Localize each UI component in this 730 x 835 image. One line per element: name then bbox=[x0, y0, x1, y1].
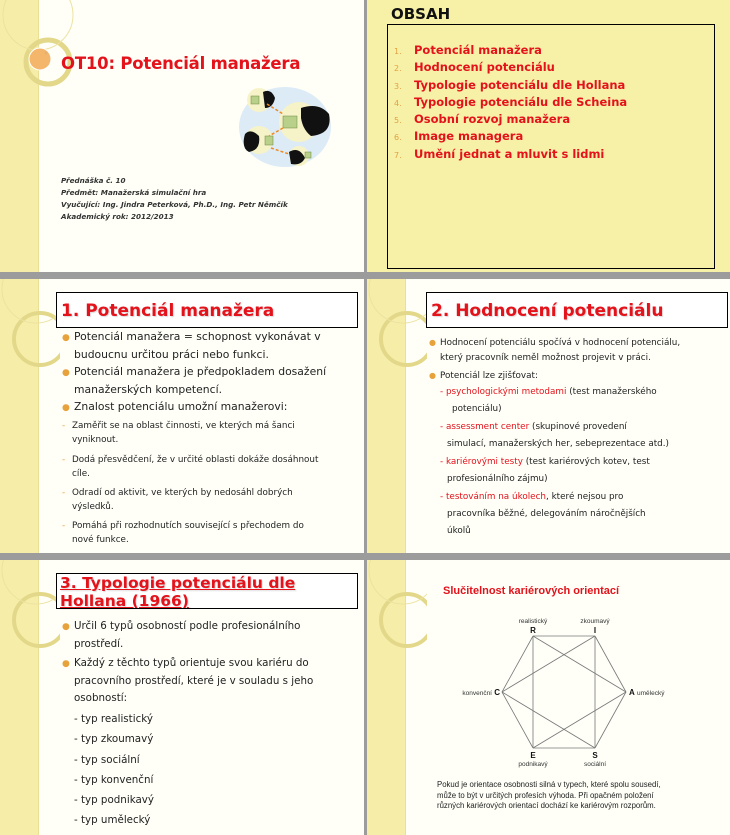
type-item: - typ podnikavý bbox=[74, 794, 154, 807]
bullet-item: ● Potenciál manažera je předpokladem dosažení manažerských kompetencí. bbox=[62, 365, 327, 396]
sub-item: - Odradí od aktivit, ve kterých by nedosáhl dobrých výsledků. bbox=[62, 488, 293, 512]
bullet-item: ● Každý z těchto typů orientuje svou kariéru do pracovního prostředí, které je v souladu s jeho osobností: bbox=[62, 657, 314, 704]
type-item: - typ umělecký bbox=[74, 814, 151, 827]
sub-item: - Dodá přesvědčení, že v určité oblasti dokáže dosáhnout cíle. bbox=[62, 455, 319, 479]
node-label-R: realistický bbox=[518, 618, 548, 625]
method-item: - assessment center (skupinové provedení simulací, manažerských her, sebeprezentace atd.) bbox=[440, 422, 669, 450]
bullet-item: ● Určil 6 typů osobností podle profesionálního prostředí. bbox=[62, 620, 301, 650]
slide-career-compatibility[interactable] bbox=[367, 560, 730, 835]
lecture-meta bbox=[61, 175, 288, 223]
bullet-dot-icon: ● bbox=[62, 622, 70, 632]
slide-title: 1. Potenciál manažera bbox=[56, 292, 358, 328]
decorative-circles-icon bbox=[0, 279, 60, 399]
lecture-number: Přednáška č. 10 bbox=[61, 176, 126, 185]
dash-icon: - bbox=[62, 521, 66, 531]
type-item: - typ sociální bbox=[74, 753, 140, 766]
bullet-dot-icon: ● bbox=[62, 333, 70, 343]
item-number: 7. bbox=[394, 150, 402, 160]
academic-year: Akademický rok: 2012/2013 bbox=[61, 212, 174, 221]
bullet-item: ● Znalost potenciálu umožní manažerovi: bbox=[62, 399, 287, 417]
item-number: 5. bbox=[394, 116, 402, 126]
bullet-dot-icon: ● bbox=[62, 368, 70, 378]
method-item: - psychologickými metodami (test manažerského potenciálu) bbox=[440, 387, 657, 415]
decorative-circles-icon bbox=[367, 560, 427, 680]
item-label: Typologie potenciálu dle Hollana bbox=[414, 77, 626, 92]
item-label: Hodnocení potenciálu bbox=[414, 60, 555, 75]
slide-title: 2. Hodnocení potenciálu bbox=[426, 292, 728, 328]
node-label-I: zkoumavý bbox=[580, 618, 610, 625]
dash-icon: - bbox=[62, 455, 66, 465]
edge-C-S bbox=[502, 692, 595, 748]
hexagon-diagram bbox=[447, 608, 677, 768]
method-item: - testováním na úkolech, které nejsou pro pracovníka běžné, delegováním náročnějších úkolů bbox=[440, 492, 646, 537]
contents-item[interactable] bbox=[394, 60, 627, 77]
slide-contents[interactable] bbox=[367, 0, 730, 272]
item-number: 4. bbox=[394, 98, 402, 108]
slide-holland-typology[interactable] bbox=[0, 560, 364, 835]
node-letter-I: I bbox=[593, 626, 597, 635]
bullet-dot-icon: ● bbox=[62, 403, 70, 413]
slide-manager-potential[interactable] bbox=[0, 279, 364, 553]
contents-item[interactable] bbox=[394, 112, 627, 129]
edge-E-A bbox=[533, 692, 626, 748]
contents-heading: OBSAH bbox=[391, 5, 451, 23]
contents-item[interactable] bbox=[394, 43, 627, 60]
decorative-strip bbox=[367, 279, 406, 553]
edge-E-C bbox=[502, 692, 533, 748]
lecturers: Vyučující: Ing. Jindra Peterková, Ph.D., Ing. Petr Němčík bbox=[61, 200, 288, 209]
node-label-S: sociální bbox=[583, 761, 607, 768]
node-letter-R: R bbox=[530, 626, 536, 635]
edge-C-R bbox=[502, 636, 533, 692]
edge-R-A bbox=[533, 636, 626, 692]
diagram-title: Slučitelnost kariérových orientací bbox=[443, 585, 620, 597]
course-name: Předmět: Manažerská simulační hra bbox=[61, 188, 207, 197]
node-label-A: umělecký bbox=[637, 690, 665, 697]
decorative-circles-icon bbox=[0, 0, 140, 272]
contents-list bbox=[394, 43, 627, 164]
diagram-caption: Pokud je orientace osobnosti silná v typech, které spolu sousedí, může to být v určitých profesích výhoda. Při opačném položení různých kariérových orientací dochází ke kariérovým rozporům. bbox=[437, 780, 661, 810]
item-label: Potenciál manažera bbox=[414, 43, 542, 57]
node-label-C: konvenční bbox=[462, 690, 492, 697]
decorative-strip bbox=[0, 279, 39, 553]
decorative-strip bbox=[0, 560, 39, 835]
edge-I-C bbox=[502, 636, 595, 692]
bullet-dot-icon: ● bbox=[429, 371, 436, 380]
contents-item[interactable] bbox=[394, 147, 627, 164]
bullet-dot-icon: ● bbox=[429, 338, 436, 347]
dash-icon: - bbox=[62, 488, 66, 498]
item-label: Umění jednat a mluvit s lidmi bbox=[414, 146, 605, 161]
people-laptops-clipart-icon bbox=[237, 82, 333, 172]
contents-item[interactable] bbox=[394, 129, 627, 146]
contents-box bbox=[387, 24, 715, 269]
node-letter-S: S bbox=[592, 751, 598, 760]
contents-item[interactable] bbox=[394, 95, 627, 112]
edge-I-A bbox=[595, 636, 626, 692]
type-item: - typ realistický bbox=[74, 713, 153, 725]
item-number: 3. bbox=[394, 81, 402, 91]
sub-item: - Pomáhá při rozhodnutích související s přechodem do nové funkce. bbox=[62, 521, 304, 545]
item-label: Osobní rozvoj manažera bbox=[414, 112, 571, 127]
bullet-item: ● Hodnocení potenciálu spočívá v hodnocení potenciálu, který pracovník neměl možnost projevit v práci. bbox=[429, 335, 680, 366]
slide-potential-evaluation[interactable] bbox=[367, 279, 730, 553]
bullet-item: ● Potenciál manažera = schopnost vykonávat v budoucnu určitou práci nebo funkci. bbox=[62, 330, 321, 361]
method-item: - kariérovými testy (test kariérových kotev, test profesionálního zájmu) bbox=[440, 457, 650, 485]
bullet-item: ● Potenciál lze zjišťovat: bbox=[429, 367, 538, 385]
slide-title[interactable] bbox=[0, 0, 364, 272]
node-label-E: podnikavý bbox=[518, 761, 548, 768]
decorative-circles-icon bbox=[0, 560, 60, 680]
decorative-strip bbox=[367, 560, 406, 835]
sub-item: - Zaměřit se na oblast činnosti, ve kterých má šanci vyniknout. bbox=[62, 421, 295, 445]
dash-icon: - bbox=[62, 421, 66, 431]
contents-item[interactable] bbox=[394, 78, 627, 95]
decorative-circles-icon bbox=[367, 279, 427, 399]
node-letter-A: A bbox=[629, 688, 635, 697]
bullet-dot-icon: ● bbox=[62, 659, 70, 669]
type-item: - typ konvenční bbox=[74, 773, 154, 786]
type-item: - typ zkoumavý bbox=[74, 733, 154, 746]
types-list bbox=[74, 709, 154, 831]
slide-title: 3. Typologie potenciálu dle Hollana (1966) bbox=[56, 573, 358, 609]
node-letter-E: E bbox=[530, 751, 536, 760]
item-number: 2. bbox=[394, 64, 402, 74]
decorative-strip bbox=[0, 0, 39, 272]
edge-A-S bbox=[595, 692, 626, 748]
item-number: 1. bbox=[394, 47, 402, 56]
item-number: 6. bbox=[394, 133, 402, 143]
item-label: Image managera bbox=[414, 129, 524, 144]
presentation-title: OT10: Potenciál manažera bbox=[61, 54, 301, 73]
node-letter-C: C bbox=[494, 688, 500, 697]
item-label: Typologie potenciálu dle Scheina bbox=[414, 94, 628, 109]
